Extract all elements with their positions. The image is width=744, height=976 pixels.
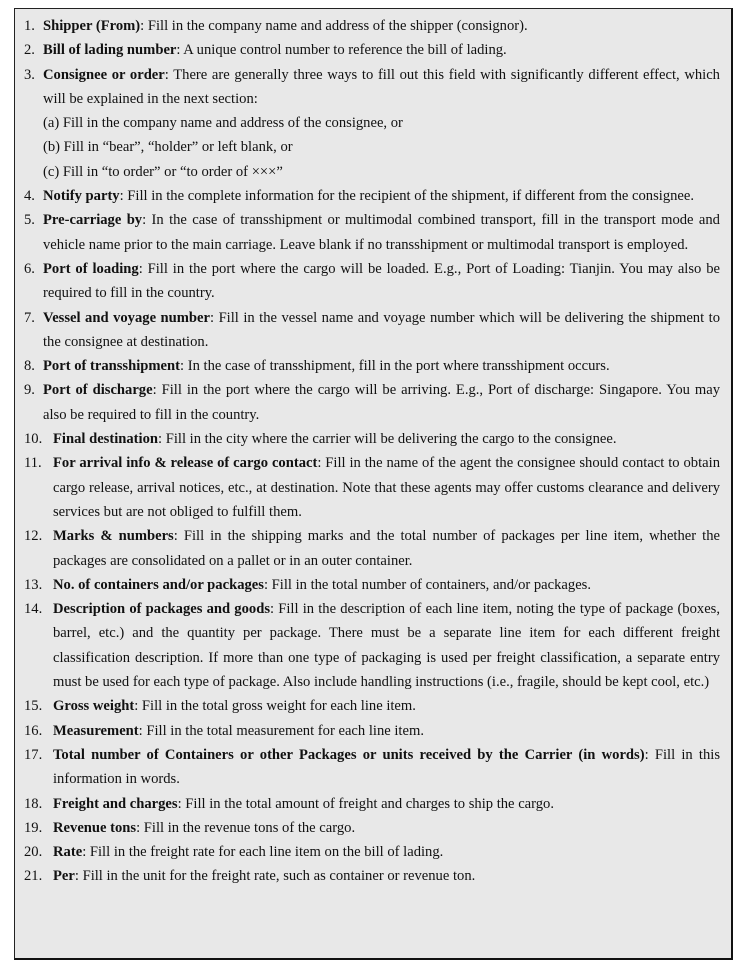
list-item bbox=[15, 524, 731, 573]
instruction-list bbox=[15, 14, 731, 889]
item-text: : Fill in the total gross weight for each line item. bbox=[134, 698, 416, 715]
item-number: 11. bbox=[24, 455, 42, 472]
item-term: Notify party bbox=[43, 188, 120, 205]
item-text: : Fill in the revenue tons of the cargo. bbox=[136, 819, 356, 836]
item-term: Marks & numbers bbox=[53, 528, 174, 545]
item-number: 8. bbox=[24, 358, 35, 375]
item-number: 9. bbox=[24, 382, 35, 399]
item-number: 17. bbox=[24, 746, 43, 763]
item-number: 2. bbox=[24, 42, 35, 59]
item-text: : In the case of transshipment, fill in the port where transshipment occurs. bbox=[180, 358, 610, 375]
item-number: 20. bbox=[24, 844, 43, 861]
item-term: Freight and charges bbox=[53, 795, 178, 812]
item-number: 12. bbox=[24, 528, 43, 545]
list-item bbox=[15, 719, 731, 743]
list-item bbox=[15, 306, 731, 355]
item-text: : Fill in the port where the cargo will be arriving. E.g., Port of discharge: Singapore. You may also be required to fill in the country. bbox=[43, 382, 721, 423]
item-term: Per bbox=[53, 868, 75, 885]
list-item bbox=[15, 694, 731, 718]
item-number: 16. bbox=[24, 722, 43, 739]
list-item bbox=[15, 63, 731, 184]
list-item bbox=[15, 451, 731, 524]
list-item bbox=[15, 208, 731, 257]
item-number: 6. bbox=[24, 260, 35, 277]
list-item bbox=[15, 816, 731, 840]
list-item bbox=[15, 354, 731, 378]
item-term: Vessel and voyage number bbox=[43, 309, 211, 326]
item-text: : Fill in the company name and address of the shipper (consignor). bbox=[140, 18, 528, 34]
item-term: Revenue tons bbox=[53, 819, 137, 836]
item-number: 10. bbox=[24, 431, 43, 448]
item-term: Port of loading bbox=[43, 260, 139, 277]
item-text: : Fill in this information in words. bbox=[53, 746, 721, 788]
list-item bbox=[15, 378, 731, 427]
item-term: For arrival info & release of cargo contact bbox=[53, 455, 318, 472]
item-term: Consignee or order bbox=[43, 66, 165, 83]
item-text: : Fill in the vessel name and voyage number which will be delivering the shipment to the consignee at destination. bbox=[43, 309, 720, 350]
item-number: 18. bbox=[24, 795, 43, 812]
item-term: Total number of Containers or other Packages or units received by the Carrier (in words) bbox=[53, 746, 645, 763]
item-term: Port of discharge bbox=[43, 382, 153, 399]
item-number: 21. bbox=[24, 868, 43, 885]
list-item bbox=[15, 184, 731, 208]
item-term: No. of containers and/or packages bbox=[53, 576, 264, 593]
bill-of-lading-instructions-box bbox=[14, 8, 733, 960]
item-number: 19. bbox=[24, 819, 43, 836]
item-term: Measurement bbox=[53, 722, 139, 739]
item-term: Description of packages and goods bbox=[53, 601, 270, 618]
item-text: : Fill in the freight rate for each line item on the bill of lading. bbox=[82, 844, 444, 861]
item-number: 4. bbox=[24, 188, 35, 205]
item-term: Gross weight bbox=[53, 698, 135, 715]
list-item bbox=[15, 427, 731, 451]
item-term: Final destination bbox=[53, 431, 159, 448]
item-term: Shipper (From) bbox=[43, 18, 141, 34]
item-text: : Fill in the complete information for the recipient of the shipment, if different from the consignee. bbox=[119, 188, 695, 205]
item-text: : Fill in the description of each line item, noting the type of package (boxes, barrel, etc.) and the quantity per package. There must be a separate line item for each different freight classification description. If more than one type of packaging is used per freight classification, a separate entry must be used for each type of package. Also include handling instructions (i.e., fragile, should be kept cool, etc.) bbox=[53, 601, 720, 691]
item-term: Rate bbox=[53, 844, 83, 861]
item-number: 7. bbox=[24, 309, 35, 326]
list-item bbox=[15, 38, 731, 62]
item-number: 3. bbox=[24, 66, 35, 83]
sub-item: (b) Fill in “bear”, “holder” or left blank, or bbox=[43, 139, 293, 156]
list-item bbox=[15, 14, 731, 38]
sub-item: (a) Fill in the company name and address of the consignee, or bbox=[43, 115, 403, 132]
item-text: : In the case of transshipment or multimodal combined transport, fill in the transport mode and vehicle name prior to the main carriage. Leave blank if no transshipment or multimodal transport is employed. bbox=[43, 212, 720, 253]
list-item bbox=[15, 597, 731, 694]
item-text: : Fill in the city where the carrier will be delivering the cargo to the consignee. bbox=[158, 431, 617, 448]
item-number: 14. bbox=[24, 601, 43, 618]
list-item bbox=[15, 573, 731, 597]
item-text: : Fill in the total measurement for each line item. bbox=[138, 722, 424, 739]
item-text: : Fill in the name of the agent the consignee should contact to obtain cargo release, arrival notices, etc., at destination. Note that these agents may offer customs clearance and delivery services but are not obliged to fulfill them. bbox=[53, 455, 720, 520]
item-text: : Fill in the total number of containers, and/or packages. bbox=[263, 576, 592, 593]
item-term: Pre-carriage by bbox=[43, 212, 143, 229]
list-item bbox=[15, 864, 731, 888]
item-number: 13. bbox=[24, 576, 43, 593]
list-item bbox=[15, 792, 731, 816]
sub-item: (c) Fill in “to order” or “to order of ×××” bbox=[43, 163, 283, 180]
item-text: : Fill in the total amount of freight and charges to ship the cargo. bbox=[177, 795, 554, 812]
item-term: Port of transshipment bbox=[43, 358, 181, 375]
item-number: 15. bbox=[24, 698, 43, 715]
item-term: Bill of lading number bbox=[43, 42, 177, 59]
item-text: : There are generally three ways to fill out this field with significantly different effect, which will be explained in the next section: bbox=[43, 66, 720, 107]
item-text: : Fill in the port where the cargo will be loaded. E.g., Port of Loading: Tianjin. You may also be required to fill in the country. bbox=[43, 260, 720, 302]
item-number: 5. bbox=[24, 212, 35, 229]
list-item bbox=[15, 743, 731, 792]
list-item bbox=[15, 840, 731, 864]
item-text: : A unique control number to reference the bill of lading. bbox=[176, 42, 507, 59]
list-item bbox=[15, 257, 731, 306]
item-text: : Fill in the shipping marks and the total number of packages per line item, whether the packages are consolidated on a pallet or in an outer container. bbox=[53, 528, 720, 569]
item-text: : Fill in the unit for the freight rate, such as container or revenue ton. bbox=[74, 868, 476, 885]
item-number: 1. bbox=[24, 18, 35, 34]
